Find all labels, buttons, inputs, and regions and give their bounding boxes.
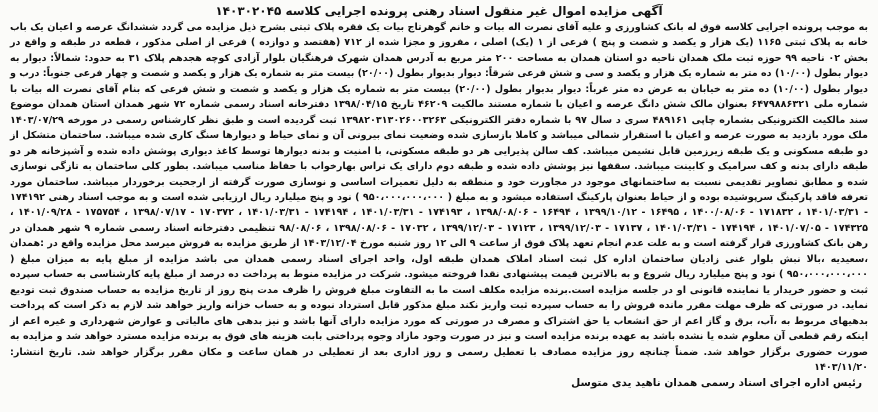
notice-title: آگهی مزایده اموال غیر منقول اسناد رهنی پرونده اجرایی کلاسه ۱۴۰۳۰۲۰۴۵ [215,4,663,18]
notice-body: به موجب پرونده اجرایی کلاسه فوق له بانک کشاورزی و علیه آقای نصرت اله بیات و خانم گوهرتاج بیات یک فقره پلاک ثبتی بشرح ذیل مزایده می گردد ششدانگ عرصه و اعیان یک باب خانه به پلاک ثبتی ۱۱۶۵ (یک هزار و یکصد و شصت و پنج ) فرعی از ۱ (یک) اصلی ، مفروز و مجزا شده از ۷۱۲ (هفتصد و دوازده ) فرعی از اصلی مذکور ، قطعه در طبقه و واقع در بخش ۰۲ ناحیه ۹۹ حوزه ثبت ملک همدان ناحیه دو استان همدان به مساحت ۲۰۰ متر مربع به آدرس همدان شهرک فرهنگیان بلوار آزادی کوچه هجدهم پلاک ۳۱ به حدود: شمالاً: دیوار به دیوار بطول (۱۰/۰۰) ده متر به شماره یک هزار و یکصد و سی و شش فرعی شرقاً: دیوار بدیوار بطول (۲۰/۰۰) بیست متر به شماره یک هزار و یکصد و شصت و چهار فرعی جنوباً: درب و دیوار بطول (۱۰/۰۰) ده متر به خیابان به عرض ده متر غرباً: دیوار بدیوار بطول (۲۰/۰۰) بیست متر به شماره یک هزار و یکصد و شصت و شش فرعی که بنام آقای نصرت اله بیات با شماره ملی ۶۴۷۹۸۸۶۳۲۱ بعنوان مالک شش دانگ عرصه و اعیان با شماره مستند مالکیت ۴۶۲۰۹ تاریخ ۱۳۹۸/۰۴/۱۵ دفترخانه اسناد رسمی شماره ۷۲ شهر همدان استان همدان موضوع سند مالکیت الکترونیکی بشماره چاپی ۴۸۹۱۶۱ سری د سال ۹۷ با شماره دفتر الکترونیکی ۱۳۹۸۲۰۳۱۳۰۲۶۰۰۳۲۶۳ ثبت گردیده است و طبق نظر کارشناس رسمی در مورخه ۱۴۰۳/۰۷/۲۹ ملک مورد بازدید به صورت عرصه و اعیان با استقرار شمالی میباشد و کاملا بازسازی شده وضعیت نمای بیرونی آن و نمای حیاط و دیوارها سنگ کاری شده میباشد. ساختمان متشکل از دو طبقه مسکونی و یک طبقه زیرزمین قابل نشیمن میباشد. کف سالن پذیرایی هر دو طبقه مسکونی، با امنیت و بدنه دیوارها توسط کاغذ دیواری پوشش داده شده و آشپزخانه هر دو طبقه دارای بدنه و کف سرامیک و کابینت میباشد. سقفها نیز پوشش داده شده و طبقه دوم دارای یک تراس بهارخواب با حفاظ مناسب میباشد. بطور کلی ساختمان به تازگی نوسازی شده و مطابق تصاویر تقدیمی نسبت به ساختمانهای موجود در مجاورت خود و منطقه به دلیل تعمیرات اساسی و نوسازی صورت گرفته از ارجحیت برخوردار میباشد. ساختمان مورد تعرفه فاقد پارکینگ سرپوشیده بوده و از حیاط بعنوان پارکینگ استفاده میشود و به مبلغ ( ۹۵۰،۰۰۰،۰۰۰،۰۰۰ ) نود و پنج میلیارد ریال ارزیابی شده است و به موجب اسناد رهنی ۱۷۴۱۹۲ - ۱۴۰۱/۰۳/۳۱ ، ۱۷۱۸۳۲ - ۱۴۰۰/۰۸/۰۶ ، ۱۶۴۹۵ - ۱۳۹۹/۱۰/۱۲ ، ۱۶۴۹۴ - ۱۳۹۸/۰۸/۰۶ ، ۱۷۴۱۹۳ - ۱۴۰۱/۰۳/۳۱ ، ۱۷۴۱۹۴ - ۱۴۰۱/۰۳/۳۱ ، ۱۷۰۳۷۲ - ۱۳۹۸/۰۷/۱۷ ، ۱۷۵۷۵۴ - ۱۴۰۱/۰۹/۲۸ ، ۱۷۴۳۲۵ - ۱۴۰۱/۰۷/۰۵ ، ۱۷۴۱۹۴ - ۱۴۰۱/۰۳/۳۱ ، ۱۷۱۳۷ - ۱۳۹۹/۱۲/۰۳ ، ۱۷۱۲۳ - ۱۳۹۹/۱۲/۰۳ ، ۱۷۰۳۲ - ۱۳۹۸/۰۸/۰۶ ، ۹۸/۰۸/۰۶ تنظیمی دفترخانه اسناد رسمی شماره ۹ شهر همدان در رهن بانک کشاورزی قرار گرفته است و به علت عدم انجام تعهد پلاک فوق از ساعت ۹ الی ۱۲ روز شنبه مورخ ۱۴۰۳/۱۲/۰۴ از طریق مزایده به فروش میرسد محل مزایده واقع در :همدان ،سعیدیه ،بالا نبش بلوار غنی زادیان ساختمان اداره کل ثبت اسناد املاک همدان طبقه اول، واحد اجرای اسناد رسمی همدان می باشد مزایده از مبلغ پایه به میزان مبلغ ( ۹۵۰،۰۰۰،۰۰۰،۰۰۰ ) نود و پنج میلیارد ریال شروع و به بالاترین قیمت پیشنهادی نقدا فروخته میشود. شرکت در مزایده منوط به پرداخت ده درصد از مبلغ پایه کارشناسی به حساب سپرده ثبت و حضور خریدار یا نماینده قانونی او در جلسه مزایده است.برنده مزایده مکلف است ما به التفاوت مبلغ فروش را ظرف مدت پنج روز از تاریخ مزایده به حساب صندوق ثبت تودیع نماید. در صورتی که ظرف مهلت مقرر مانده فروش را به حساب سپرده ثبت واریز نکند مبلغ مذکور قابل استرداد نبوده و به حساب خزانه واریز خواهد شد لازم به ذکر است که پرداخت بدهیهای مربوط به ،آب، برق و گاز اعم از حق انشعاب یا حق اشتراک و مصرف در صورتی که مورد مزایده دارای آنها باشد و نیز بدهی های مالیاتی و عوارض شهرداری و غیره اعم از اینکه رقم قطعی آن معلوم شده یا نشده باشد به عهده برنده مزایده است و نیز در صورت وجود مازاد وجوه پرداختی بابت هزینه های فوق به برنده مزایده مسترد خواهد شد و مزایده به صورت حضوری برگزار خواهد شد. ضمناً چنانچه روز مزایده مصادف با تعطیل رسمی و روز اداری بعد از تعطیلی در همان ساعت و مکان مقرر برگزار خواهد شد. تاریخ انتشار: ۱۴۰۳/۱۱/۲۰ [10,22,869,373]
notice-signature: رئیس اداره اجرای اسناد رسمی همدان ناهید یدی متوسل [571,377,862,390]
